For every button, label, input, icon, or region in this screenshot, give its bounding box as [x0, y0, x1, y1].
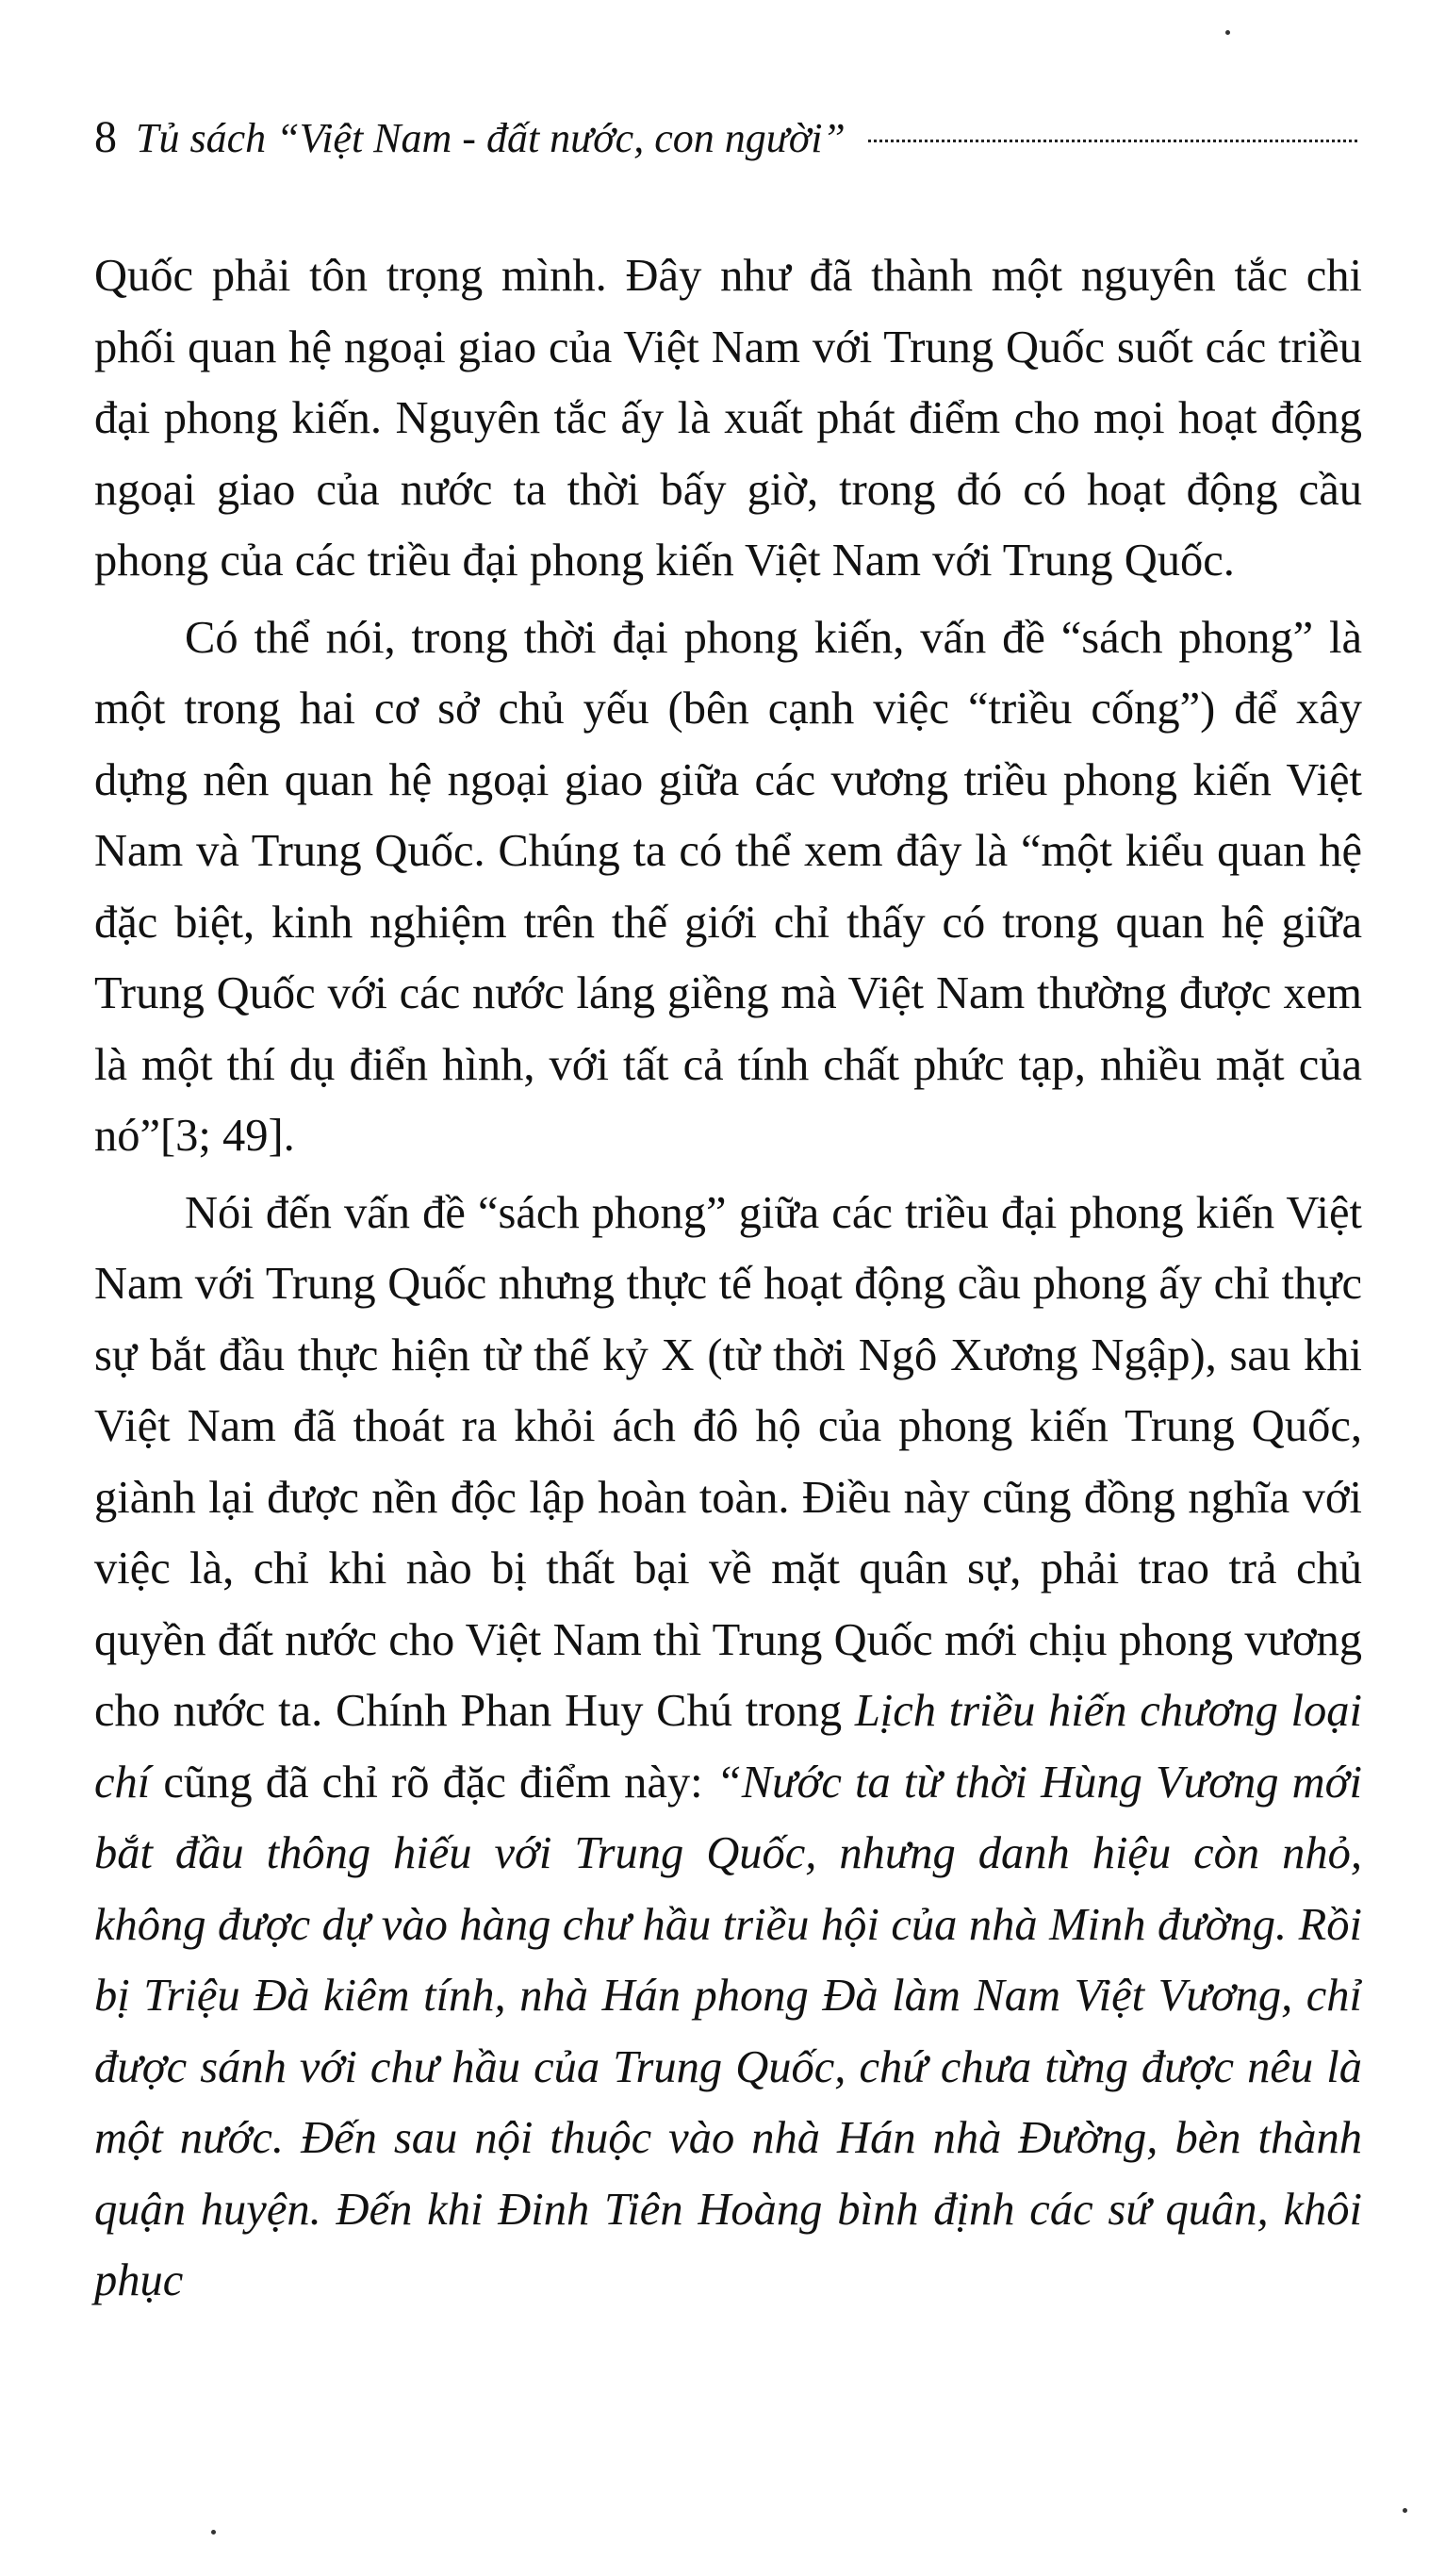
- header-dotted-leader: [868, 140, 1357, 142]
- book-title: Lịch triều hiến chương loại chí: [94, 1686, 1363, 1808]
- scan-speck: [1225, 30, 1230, 35]
- paragraph-2-text: Có thể nói, trong thời đại phong kiến, vấn đề “sách phong” là một trong hai cơ sở chủ yếu (bên cạnh việc “triều cống”) để xây dựng nên quan hệ ngoại giao giữa các vương triều phong kiến Việt Nam và Trung Quốc. Chúng ta có thể xem đây là “một kiểu quan hệ đặc biệt, kinh nghiệm trên thế giới chỉ thấy có trong quan hệ giữa Trung Quốc với các nước láng giềng mà Việt Nam thường được xem là một thí dụ điển hình, với tất cả tính chất phức tạp, nhiều mặt của nó”[3; 49].: [94, 612, 1362, 1161]
- running-header: [94, 111, 1357, 177]
- body-text: [94, 240, 1362, 2317]
- paragraph-2: [94, 603, 1362, 1172]
- paragraph-3: [94, 1178, 1362, 2317]
- scan-speck: [1403, 2508, 1407, 2513]
- paragraph-3-text: Nói đến vấn đề “sách phong” giữa các triều đại phong kiến Việt Nam với Trung Quốc nhưng thực tế hoạt động cầu phong ấy chỉ thực sự bắt đầu thực hiện từ thế kỷ X (từ thời Ngô Xương Ngập), sau khi Việt Nam đã thoát ra khỏi ách đô hộ của phong kiến Trung Quốc, giành lại được nền độc lập hoàn toàn. Điều này cũng đồng nghĩa với việc là, chỉ khi nào bị thất bại về mặt quân sự, phải trao trả chủ quyền đất nước cho Việt Nam thì Trung Quốc mới chịu phong vương cho nước ta. Chính Phan Huy Chú trong: [94, 1187, 1362, 1736]
- paragraph-1: [94, 240, 1362, 597]
- scan-speck: [211, 2530, 216, 2535]
- page-number: 8: [94, 112, 117, 162]
- paragraph-3-continuation: cũng đã chỉ rõ đặc điểm này:: [150, 1757, 716, 1808]
- paragraph-1-text: Quốc phải tôn trọng mình. Đây như đã thành một nguyên tắc chi phối quan hệ ngoại giao của Việt Nam với Trung Quốc suốt các triều đại phong kiến. Nguyên tắc ấy là xuất phát điểm cho mọi hoạt động ngoại giao của nước ta thời bấy giờ, trong đó có hoạt động cầu phong của các triều đại phong kiến Việt Nam với Trung Quốc.: [94, 251, 1362, 586]
- quoted-passage: “Nước ta từ thời Hùng Vương mới bắt đầu thông hiếu với Trung Quốc, nhưng danh hiệu còn nhỏ, không được dự vào hàng chư hầu triều hội của nhà Minh đường. Rồi bị Triệu Đà kiêm tính, nhà Hán phong Đà làm Nam Việt Vương, chỉ được sánh với chư hầu của Trung Quốc, chứ chưa từng được nêu là một nước. Đến sau nội thuộc vào nhà Hán nhà Đường, bèn thành quận huyện. Đến khi Đinh Tiên Hoàng bình định các sứ quân, khôi phục: [94, 1757, 1362, 2305]
- series-title: Tủ sách “Việt Nam - đất nước, con người”: [136, 115, 846, 161]
